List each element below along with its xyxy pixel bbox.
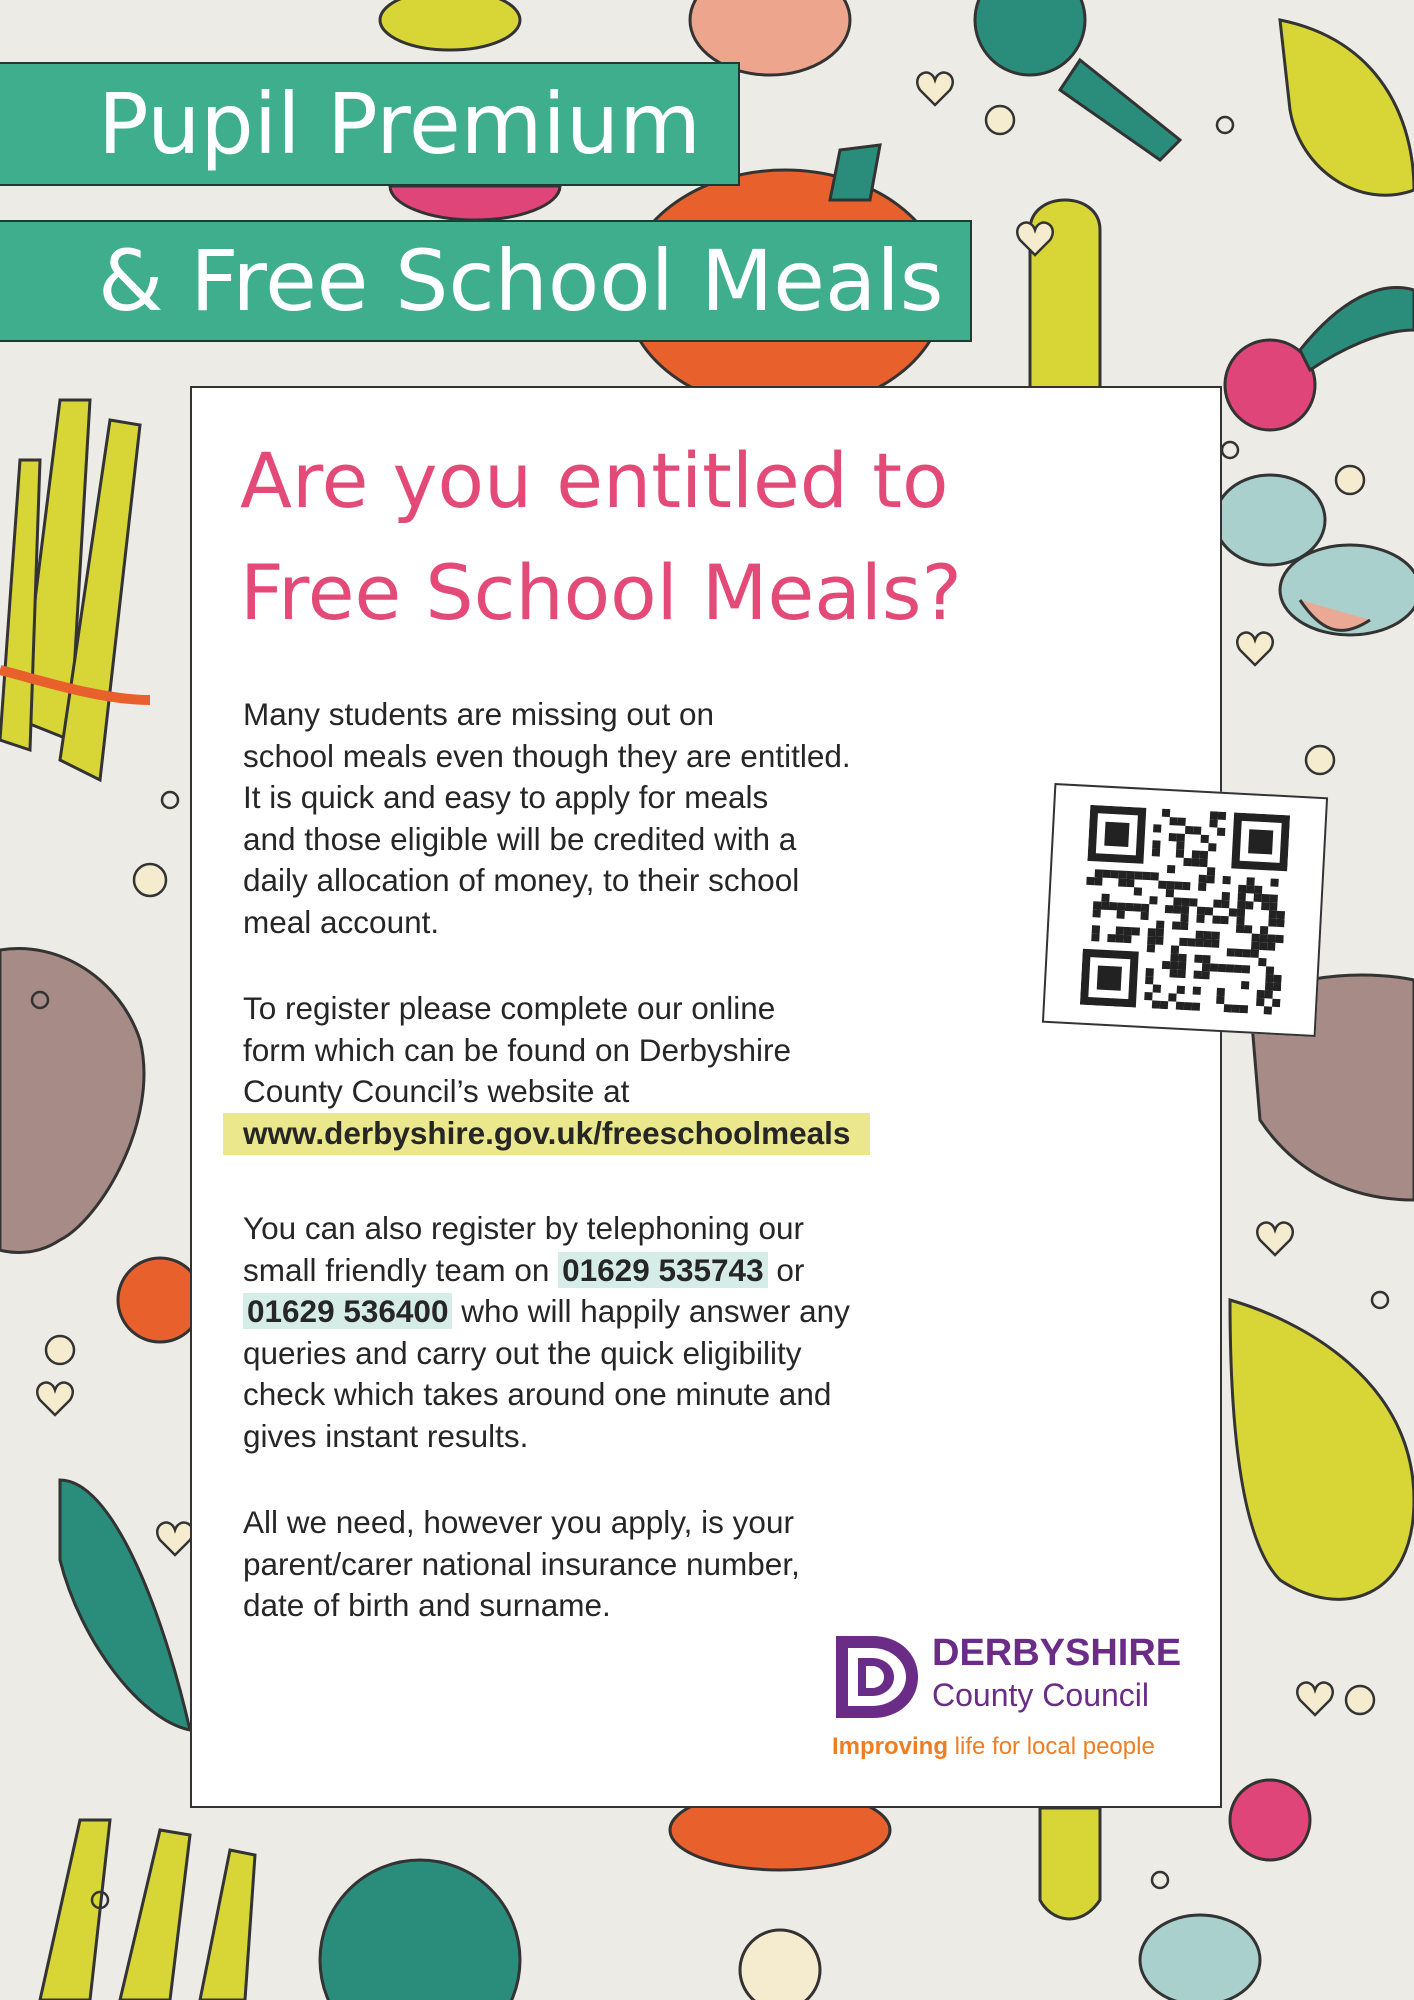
qr-code[interactable]: [1042, 783, 1328, 1037]
phone-line: queries and carry out the quick eligibility: [243, 1334, 802, 1371]
register-phone-paragraph: [243, 1208, 1003, 1457]
requirements-paragraph: [243, 1502, 1003, 1627]
logo-tagline-bold: Improving: [832, 1733, 949, 1760]
requirements-line: parent/carer national insurance number,: [243, 1545, 800, 1582]
logo-council: County Council: [932, 1677, 1149, 1713]
register-line: form which can be found on Derbyshire: [243, 1031, 792, 1068]
intro-paragraph: [243, 694, 1003, 943]
banner-free-school-meals: [0, 220, 972, 342]
website-link[interactable]: www.derbyshire.gov.uk/freeschoolmeals: [223, 1113, 870, 1155]
requirements-line: All we need, however you apply, is your: [243, 1504, 794, 1540]
qr-code-icon: [1080, 805, 1290, 1015]
banner-pupil-premium: [0, 62, 740, 186]
phone-line: check which takes around one minute and: [243, 1376, 832, 1412]
logo-tagline-rest: life for local people: [948, 1733, 1155, 1760]
phone-line: who will happily answer any: [452, 1293, 850, 1329]
register-line: County Council’s website at: [243, 1073, 630, 1109]
logo-tagline: [832, 1732, 1155, 1762]
phone-number-1[interactable]: 01629 535743: [558, 1252, 767, 1288]
register-line: To register please complete our online: [243, 990, 776, 1026]
phone-line: You can also register by telephoning our: [243, 1210, 804, 1246]
logo-name: DERBYSHIRE: [932, 1632, 1182, 1674]
headline-line-2: Free School Meals?: [240, 548, 962, 637]
intro-line: Many students are missing out on: [243, 696, 714, 732]
phone-line: gives instant results.: [243, 1417, 529, 1454]
requirements-line: date of birth and surname.: [243, 1587, 611, 1623]
intro-line: and those eligible will be credited with a: [243, 820, 797, 857]
phone-line: small friendly team on: [243, 1251, 559, 1288]
banner-line-1: Pupil Premium: [98, 75, 701, 173]
phone-number-2[interactable]: 01629 536400: [243, 1293, 452, 1329]
derbyshire-logo: [832, 1628, 1192, 1768]
banner-line-2: & Free School Meals: [98, 232, 944, 330]
headline: [240, 425, 1080, 649]
derbyshire-d-logo-icon: [832, 1632, 922, 1722]
intro-line: meal account.: [243, 903, 440, 940]
intro-line: daily allocation of money, to their school: [243, 862, 800, 898]
headline-line-1: Are you entitled to: [240, 436, 949, 525]
intro-line: school meals even though they are entitled.: [243, 737, 851, 774]
register-online-paragraph: [243, 988, 1003, 1154]
intro-line: It is quick and easy to apply for meals: [243, 779, 769, 815]
phone-line: or: [767, 1251, 805, 1288]
